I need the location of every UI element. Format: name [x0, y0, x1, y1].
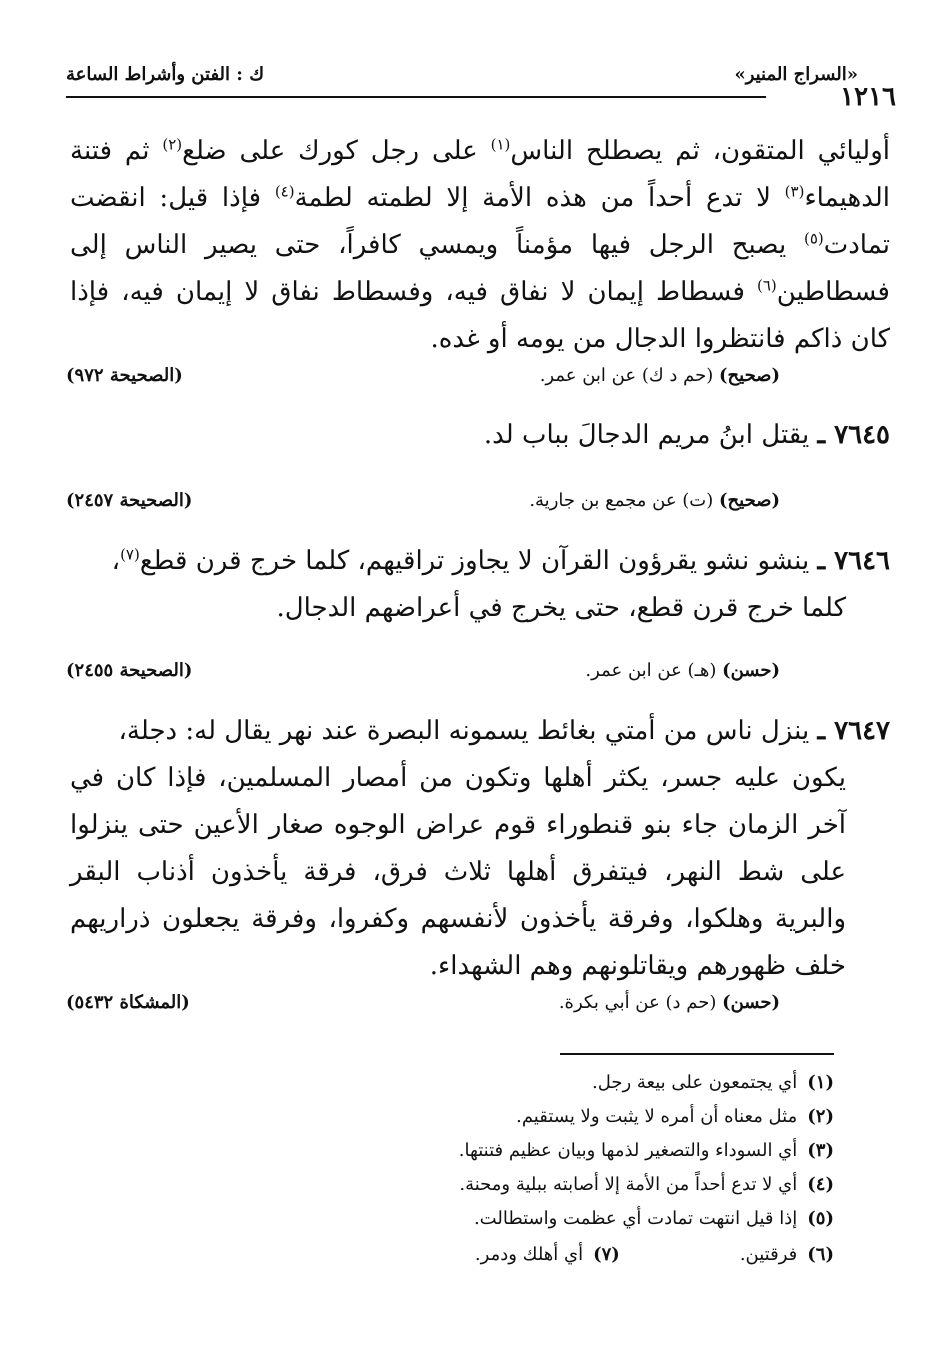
footnote: (١)أي يجتمعون على بيعة رجل. [591, 1072, 834, 1093]
hadith-source: (حسن) (هـ) عن ابن عمر. [585, 660, 780, 681]
footnote-ref: (٦) [757, 276, 777, 295]
footnote: (٥)إذا قيل انتهت تمادت أي عظمت واستطالت. [473, 1208, 834, 1229]
hadith-source: (حسن) (حم د) عن أبي بكرة. [558, 992, 780, 1013]
footnote-ref: (٢) [162, 135, 183, 154]
page-number: ١٢١٦ [840, 82, 896, 112]
chapter-title: ك : الفتن وأشراط الساعة [66, 64, 265, 85]
hadith-7645: ٧٦٤٥ ـ يقتل ابنُ مريم الدجالَ بباب لد. [483, 420, 890, 450]
hadith-continuation-text: أوليائي المتقون، ثم يصطلح الناس$^{(١)}$ على رجل كورك على ضلع$^{(٢)}$ ثم فتنة الدهيماء$^{(٣)}$ لا تدع أحداً من هذه الأمة إلا لطمته لطمة$^{(٤)}$ فإذا قيل: انقضت تمادت$^{(٥)}$ يصبح الرجل فيها مؤمناً ويمسي كافراً، حتى يصير الناس إلى فسطاطين$^{(٦)}$ فسطاط إيمان لا نفاق فيه، وفسطاط نفاق لا إيمان فيه، فإذا كان ذاكم فانتظروا الدجال من يومه أو غده. [70, 135, 890, 354]
hadith-source: (صحيح) (ت) عن مجمع بن جارية. [529, 490, 780, 511]
footnote: (٢)مثل معناه أن أمره لا يثبت ولا يستقيم. [516, 1106, 834, 1127]
footnote: (٤)أي لا تدع أحداً من الأمة إلا أصابته ببلية ومحنة. [459, 1174, 834, 1195]
hadith-reference: (الصحيحة ٢٤٥٥) [66, 660, 193, 681]
hadith-reference: (المشكاة ٥٤٣٢) [66, 992, 190, 1013]
hadith-number: ٧٦٤٥ ـ [817, 420, 890, 450]
header-rule [66, 96, 766, 98]
hadith-source: (صحيح) (حم د ك) عن ابن عمر. [539, 365, 780, 386]
footnote-ref: (٣) [784, 182, 805, 201]
footnote-ref: (٥) [803, 229, 824, 248]
footnote-ref: (٧) [120, 545, 140, 564]
hadith-reference: (الصحيحة ٢٤٥٧) [66, 490, 193, 511]
hadith-number: ٧٦٤٦ ـ [817, 546, 890, 576]
hadith-7646: ٧٦٤٦ ـ ينشو نشو يقرؤون القرآن لا يجاوز تراقيهم، كلما خرج قرن قطع$^{(٧)}$، كلما خرج قرن قطع، حتى يخرج في أعراضهم الدجال. [111, 545, 890, 623]
book-title: «السراج المنير» [734, 64, 858, 85]
footnote-ref: (١) [490, 135, 511, 154]
hadith-reference: (الصحيحة ٩٧٢) [66, 365, 183, 386]
footnote-ref: (٤) [274, 182, 295, 201]
footnote-rule [560, 1053, 834, 1055]
hadith-number: ٧٦٤٧ ـ [817, 716, 890, 746]
footnote: (٣)أي السوداء والتصغير لذمها وبيان عظيم فتنتها. [458, 1140, 834, 1161]
footnote: (٦)فرقتين.(٧)أي أهلك ودمر. [474, 1244, 834, 1265]
hadith-7647: ٧٦٤٧ ـ ينزل ناس من أمتي بغائط يسمونه البصرة عند نهر يقال له: دجلة، يكون عليه جسر، يكثر أهلها وتكون من أمصار المسلمين، فإذا كان في آخر الزمان جاء بنو قنطوراء قوم عراض الوجوه صغار الأعين حتى ينزلوا على شط النهر، فيتفرق أهلها ثلاث فرق، فرقة يأخذون أذناب البقر والبرية وهلكوا، وفرقة يأخذون لأنفسهم وكفروا، وفرقة يجعلون ذراريهم خلف ظهورهم ويقاتلونهم وهم الشهداء. [70, 716, 890, 981]
